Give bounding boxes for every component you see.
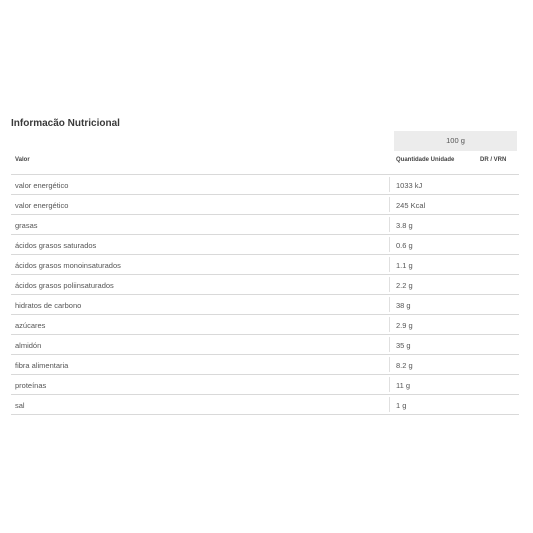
table-row (11, 395, 519, 415)
header-quantidade: Quantidade Unidade (396, 157, 455, 163)
nutrient-name: ácidos grasos monoinsaturados (15, 261, 121, 270)
nutrient-quantity: 1033 kJ (396, 181, 423, 190)
header-dr-vrn: DR / VRN (480, 157, 507, 163)
nutrient-name: hidratos de carbono (15, 301, 82, 310)
column-divider (389, 177, 390, 192)
table-row (11, 315, 519, 335)
nutrient-quantity: 2.2 g (396, 281, 413, 290)
nutrient-quantity: 1.1 g (396, 261, 413, 270)
nutrient-quantity: 38 g (396, 301, 411, 310)
table-row (11, 195, 519, 215)
table-row (11, 335, 519, 355)
nutrient-quantity: 245 Kcal (396, 201, 426, 210)
nutrient-name: almidón (15, 341, 42, 350)
nutrient-quantity: 2.9 g (396, 321, 413, 330)
nutrient-name: ácidos grasos saturados (15, 241, 97, 250)
nutrient-name: ácidos grasos poliinsaturados (15, 281, 114, 290)
column-divider (389, 297, 390, 312)
table-row (11, 355, 519, 375)
table-row (11, 255, 519, 275)
column-divider (389, 377, 390, 392)
column-divider (389, 357, 390, 372)
nutrition-table (11, 175, 519, 415)
serving-size-badge: 100 g (394, 131, 517, 151)
column-divider (389, 257, 390, 272)
nutrient-name: sal (15, 401, 25, 410)
table-header (11, 151, 519, 175)
table-row (11, 215, 519, 235)
column-divider (389, 237, 390, 252)
nutrition-panel (11, 117, 519, 415)
nutrient-quantity: 11 g (396, 381, 411, 390)
nutrient-quantity: 3.8 g (396, 221, 413, 230)
table-row (11, 235, 519, 255)
nutrient-quantity: 8.2 g (396, 361, 413, 370)
nutrient-quantity: 35 g (396, 341, 411, 350)
nutrient-quantity: 0.6 g (396, 241, 413, 250)
nutrient-name: valor energético (15, 201, 69, 210)
column-divider (389, 337, 390, 352)
table-row (11, 295, 519, 315)
column-divider (389, 277, 390, 292)
nutrient-name: grasas (15, 221, 38, 230)
column-divider (389, 197, 390, 212)
table-row (11, 275, 519, 295)
nutrient-name: azúcares (15, 321, 46, 330)
table-row (11, 375, 519, 395)
page-title: Informacão Nutricional (11, 118, 120, 129)
header-valor: Valor (15, 157, 30, 163)
serving-row (11, 131, 519, 151)
nutrient-name: fibra alimentaria (15, 361, 69, 370)
column-divider (389, 397, 390, 412)
column-divider (389, 317, 390, 332)
table-row (11, 175, 519, 195)
nutrient-name: valor energético (15, 181, 69, 190)
nutrient-name: proteínas (15, 381, 47, 390)
column-divider (389, 217, 390, 232)
nutrient-quantity: 1 g (396, 401, 407, 410)
